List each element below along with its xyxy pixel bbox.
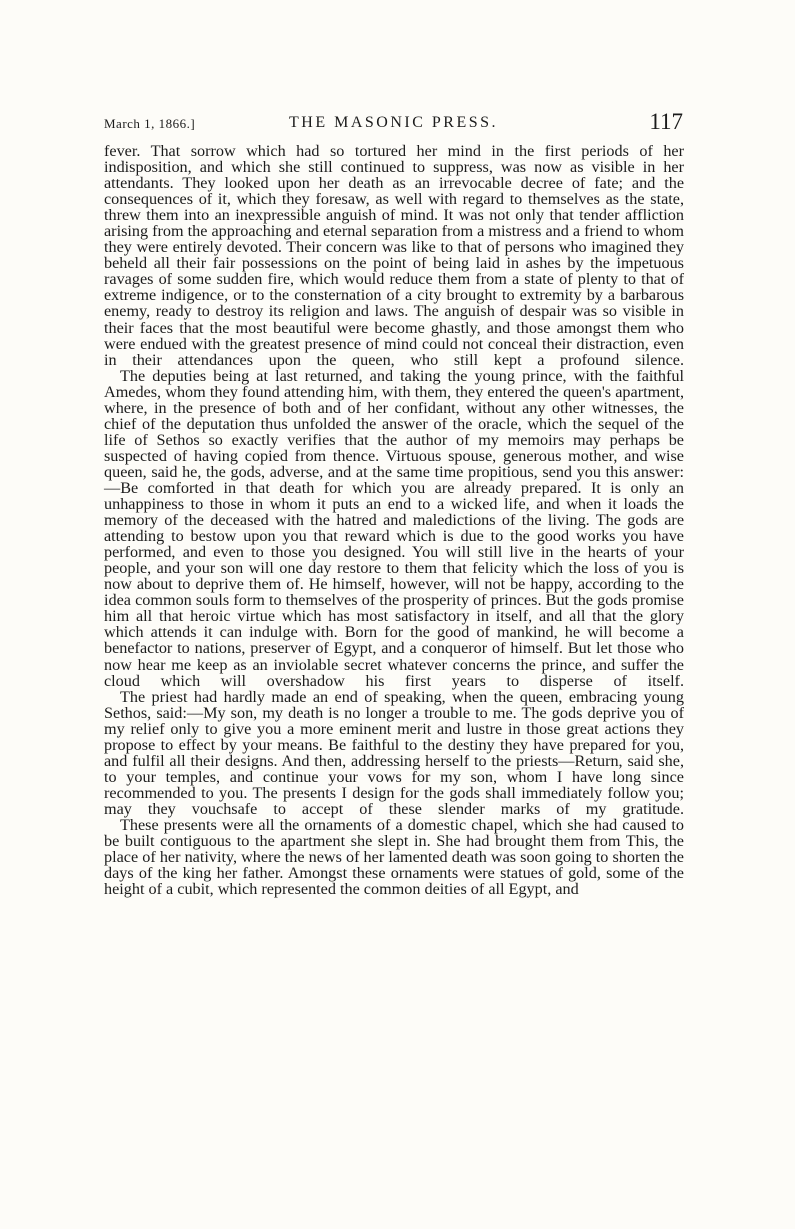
paragraph-queen-speech: The priest had hardly made an end of speaking, when the queen, embracing young Sethos, said:—My son, my death is no longer a trouble to me. The gods deprive you of my relief only to give you a more eminent merit and lustre in those great actions they propose to effect by your means. Be faithful to the destiny they have prepared for you, and fulfil all their designs. And then, addressing herself to the priests—Return, said she, to your temples, and continue your vows for my son, whom I have long since recommended to you. The presents I design for the gods shall immediately follow you; may they vouchsafe to accept of these slender marks of my gratitude. bbox=[104, 687, 684, 818]
running-head bbox=[104, 106, 683, 136]
paragraph-presents: These presents were all the ornaments of a domestic chapel, which she had caused to be built contiguous to the apartment she slept in. She had brought them from This, the place of her nativity, where the news of her lamented death was soon going to shorten the days of the king her father. Amongst these ornaments were statues of gold, some of the height of a cubit, which represented the common deities of all Egypt, and bbox=[104, 815, 684, 899]
paragraph-continued: fever. That sorrow which had so tortured her mind in the first periods of her indisposition, and which she still continued to suppress, was now as visible in her attendants. They looked upon her death as an irrevocable decree of fate; and the consequences of it, which they foresaw, as well with regard to themselves as the state, threw them into an inexpressible anguish of mind. It was not only that tender affliction arising from the approaching and eternal separation from a mistress and a friend to whom they were entirely devoted. Their concern was like to that of persons who imagined they beheld all their fair possessions on the point of being laid in ashes by the impetuous ravages of some sudden fire, which would reduce them from a state of plenty to that of extreme indigence, or to the consternation of a city brought to extremity by a barbarous enemy, ready to destroy its religion and laws. The anguish of despair was so visible in their faces that the most beautiful were become ghastly, and those amongst them who were endued with the greatest presence of mind could not conceal their distraction, even in their attendances upon the queen, who still kept a profound silence. bbox=[104, 142, 684, 369]
issue-date: March 1, 1866.] bbox=[104, 116, 196, 131]
paragraph-oracle-answer: The deputies being at last returned, and taking the young prince, with the faithful Amedes, whom they found attending him, with them, they entered the queen's apartment, where, in the presence of both and of her confidant, without any other witnesses, the chief of the deputation thus unfolded the answer of the oracle, which the sequel of the life of Sethos so exactly verifies that the author of my memoirs may perhaps be suspected of having copied from thence. Virtuous spouse, generous mother, and wise queen, said he, the gods, adverse, and at the same time propitious, send you this answer:—Be comforted in that death for which you are already prepared. It is only an unhappiness to those in whom it puts an end to a wicked life, and when it loads the memory of the deceased with the hatred and maledictions of the living. The gods are attending to bestow upon you that reward which is due to the good works you have performed, and even to those you designed. You will still live in the hearts of your people, and your son will one day restore to them that felicity which the loss of you is now about to deprive them of. He himself, however, will not be happy, according to the idea common souls form to themselves of the prosperity of princes. But the gods promise him all that heroic virtue which has most satisfactory in itself, and all that the glory which attends it can indulge with. Born for the good of mankind, he will become a benefactor to nations, preserver of Egypt, and a conqueror of himself. But let those who now hear me keep as an inviolable secret whatever concerns the prince, and suffer the cloud which will overshadow his first years to disperse of itself. bbox=[104, 366, 684, 690]
body-text bbox=[104, 143, 684, 897]
journal-title: THE MASONIC PRESS. bbox=[288, 114, 499, 131]
page-number: 117 bbox=[649, 109, 683, 134]
